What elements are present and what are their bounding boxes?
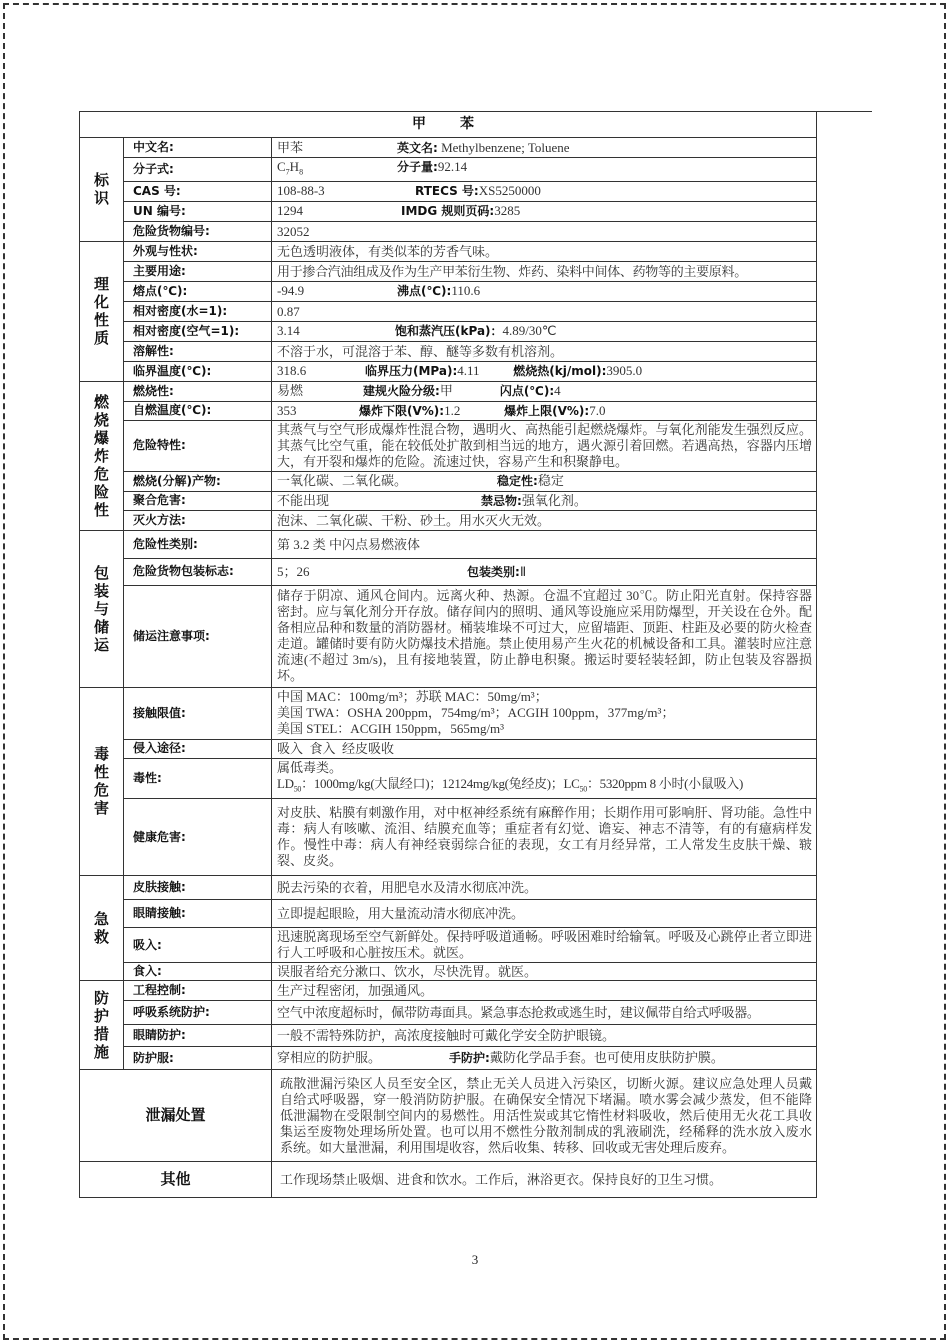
heat-label: 燃烧热(kj/mol): xyxy=(513,364,607,379)
mark-row xyxy=(272,558,817,585)
un-row xyxy=(272,201,817,221)
rtecs-value: XS5250000 xyxy=(478,183,541,199)
rel-density-air-value: 3.14 xyxy=(277,323,300,339)
protective-clothing-label: 防护服: xyxy=(124,1047,272,1070)
route-label: 侵入途径: xyxy=(124,739,272,758)
hazard-class-label: 危险性类别: xyxy=(124,530,272,558)
solubility-value: 不溶于水，可混溶于苯、醇、醚等多数有机溶剂。 xyxy=(272,341,817,361)
formula-value: $C_7H_8$ xyxy=(277,159,304,177)
un-value: 1294 xyxy=(277,203,303,219)
health-hazard-label: 健康危害: xyxy=(124,799,272,876)
vapor-pressure-value: 4.89/30℃ xyxy=(502,323,557,339)
cas-label: CAS 号: xyxy=(124,181,272,201)
spill-label: 泄漏处置 xyxy=(80,1070,272,1162)
mw-value: 92.14 xyxy=(437,159,468,174)
lel-label: 爆炸下限(V%): xyxy=(359,403,445,418)
products-row xyxy=(272,471,817,491)
imdg-value: 3285 xyxy=(494,203,521,219)
exposure-line: 中国 MAC：100mg/m³；苏联 MAC：50mg/m³； xyxy=(277,689,548,705)
inhalation-label: 吸入: xyxy=(124,928,272,963)
dg-number-label: 危险货物编号: xyxy=(124,221,272,241)
boiling-point-value: 110.6 xyxy=(451,283,481,299)
mp-row xyxy=(272,281,817,301)
fire-class-label: 建规火险分级: xyxy=(363,384,440,399)
incompatible-label: 禁忌物: xyxy=(481,493,522,508)
stability-value: 稳定 xyxy=(537,473,564,489)
rd-air-row xyxy=(272,321,817,341)
flammability-row xyxy=(272,381,817,401)
formula-label: 分子式: xyxy=(124,158,272,182)
cn-name-row xyxy=(272,138,817,158)
toxicity-label: 毒性: xyxy=(124,758,272,799)
eye-contact-value: 立即提起眼睑，用大量流动清水彻底冲洗。 xyxy=(272,900,817,928)
cas-row xyxy=(272,181,817,201)
document-title: 甲 苯 xyxy=(80,112,817,138)
hazard-label: 危险特性: xyxy=(124,420,272,471)
flash-point-label: 闪点(℃): xyxy=(499,384,555,399)
solubility-label: 溶解性: xyxy=(124,341,272,361)
cas-value: 108-88-3 xyxy=(277,183,325,199)
fire-class-value: 甲 xyxy=(439,383,453,399)
clothing-row xyxy=(272,1047,817,1070)
toxicity-value xyxy=(272,758,817,799)
critical-row xyxy=(272,361,817,381)
category-char: 标 xyxy=(93,171,109,190)
dg-number-value: 32052 xyxy=(272,221,817,241)
critical-pressure-value: 4.11 xyxy=(457,363,480,379)
category-toxicity: 毒 性 危 害 xyxy=(80,687,124,876)
cn-name-label: 中文名: xyxy=(124,138,272,158)
autoignition-label: 自燃温度(℃): xyxy=(124,401,272,420)
category-protection: 防 护 措 施 xyxy=(80,981,124,1070)
uel-value: 7.0 xyxy=(589,402,606,418)
un-label: UN 编号: xyxy=(124,201,272,221)
combustion-products-value: 一氧化碳、二氧化碳。 xyxy=(277,473,408,489)
extinguish-value: 泡沫、二氧化碳、干粉、砂土。用水灭火无效。 xyxy=(272,510,817,530)
header-rule xyxy=(815,111,872,112)
toxicity-class: 属低毒类。 xyxy=(277,759,343,775)
rel-density-water-value: 0.87 xyxy=(272,301,817,321)
respiratory-value: 空气中浓度超标时，佩带防毒面具。紧急事态抢救或逃生时，建议佩带自给式呼吸器。 xyxy=(272,1001,817,1025)
package-mark-label: 危险货物包装标志: xyxy=(124,558,272,585)
polymerization-label: 聚合危害: xyxy=(124,491,272,510)
category-packaging: 包 装 与 储 运 xyxy=(80,530,124,687)
other-label: 其他 xyxy=(80,1162,272,1198)
hazard-class-value: 第 3.2 类 中闪点易燃液体 xyxy=(272,530,817,558)
lel-value: 1.2 xyxy=(444,402,461,418)
use-value: 用于掺合汽油组成及作为生产甲苯衍生物、炸药、染料中间体、药物等的主要原料。 xyxy=(272,261,817,281)
polymerization-value: 不能出现 xyxy=(277,492,330,508)
health-hazard-value: 对皮肤、粘膜有刺激作用，对中枢神经系统有麻醉作用；长期作用可影响肝、肾功能。急性中毒：病人有咳嗽、流泪、结膜充血等；重症者有幻觉、谵妄、神志不清等，有的有癔病样发作。慢性中毒：病人有神经衰弱综合征的表现，女工有月经异常，工人常发生皮肤干燥、皲裂、皮炎。 xyxy=(272,799,817,876)
other-value: 工作现场禁止吸烟、进食和饮水。工作后，淋浴更衣。保持良好的卫生习惯。 xyxy=(272,1162,817,1198)
eye-protection-label: 眼睛防护: xyxy=(124,1025,272,1047)
package-mark-value: 5；26 xyxy=(277,563,310,579)
engineering-control-label: 工程控制: xyxy=(124,981,272,1001)
en-name-value: Methylbenzene; Toluene xyxy=(441,139,570,155)
skin-contact-label: 皮肤接触: xyxy=(124,876,272,900)
autoignition-row xyxy=(272,401,817,420)
pack-group-label: 包装类别: xyxy=(467,564,520,579)
page-number: 3 xyxy=(471,1252,479,1267)
incompatible-value: 强氧化剂。 xyxy=(521,492,587,508)
critical-pressure-label: 临界压力(MPa): xyxy=(365,364,458,379)
respiratory-label: 呼吸系统防护: xyxy=(124,1001,272,1025)
hand-protection-label: 手防护: xyxy=(449,1051,490,1066)
rel-density-air-label: 相对密度(空气=1): xyxy=(124,321,272,341)
flammability-value: 易燃 xyxy=(277,383,304,399)
route-value: 吸入 食入 经皮吸收 xyxy=(272,739,817,758)
ingestion-value: 误服者给充分漱口、饮水，尽快洗胃。就医。 xyxy=(272,963,817,981)
inhalation-value: 迅速脱离现场至空气新鲜处。保持呼吸道通畅。呼吸困难时给输氧。呼吸及心跳停止者立即进行人工呼吸和心脏按压术。就医。 xyxy=(272,928,817,963)
imdg-label: IMDG 规则页码: xyxy=(401,204,495,219)
eye-contact-label: 眼睛接触: xyxy=(124,900,272,928)
exposure-limit-label: 接触限值: xyxy=(124,687,272,739)
formula-row xyxy=(272,158,817,182)
ingestion-label: 食入: xyxy=(124,963,272,981)
heat-value: 3905.0 xyxy=(606,363,643,379)
pack-group-value: Ⅱ xyxy=(519,563,527,579)
hazard-value: 其蒸气与空气形成爆炸性混合物，遇明火、高热能引起燃烧爆炸。与氧化剂能发生强烈反应。其蒸气比空气重，能在较低处扩散到相当远的地方，遇火源引着回燃。若遇高热，容器内压增大，有开裂和爆炸的危险。流速过快，容易产生和积聚静电。 xyxy=(272,420,817,471)
use-label: 主要用途: xyxy=(124,261,272,281)
flash-point-value: 4 xyxy=(554,383,561,399)
hand-protection-value: 戴防化学品手套。也可使用皮肤防护膜。 xyxy=(489,1050,724,1066)
eye-protection-value: 一般不需特殊防护，高浓度接触时可戴化学安全防护眼镜。 xyxy=(272,1025,817,1047)
spill-value: 疏散泄漏污染区人员至安全区，禁止无关人员进入污染区，切断火源。建议应急处理人员戴自给式呼吸器，穿一般消防防护服。在确保安全情况下堵漏。喷水雾会减少蒸发，但不能降低泄漏物在受限制空间内的易燃性。用活性炭或其它惰性材料吸收，然后使用无火花工具收集运至废物处理场所处置。也可以用不燃性分散剂制成的乳液刷洗，经稀释的洗水放入废水系统。如大量泄漏，利用围堤收容，然后收集、转移、回收或无害处理后废弃。 xyxy=(272,1070,817,1162)
melting-point-value: -94.9 xyxy=(277,283,305,299)
ld-lc-values: $LD_{50}$：1000mg/kg(大鼠经口)；12124mg/kg(兔经皮)；$LC_{50}$：5320ppm 8 小时(小鼠吸入) xyxy=(277,775,744,794)
exposure-line: 美国 STEL：ACGIH 150ppm，565mg/m³ xyxy=(277,721,505,737)
skin-contact-value: 脱去污染的衣着，用肥皂水及清水彻底冲洗。 xyxy=(272,876,817,900)
combustion-products-label: 燃烧(分解)产物: xyxy=(124,471,272,491)
mw-label: 分子量: xyxy=(397,160,438,174)
storage-value: 储存于阴凉、通风仓间内。远离火种、热源。仓温不宜超过 30℃。防止阳光直射。保持容器密封。应与氧化剂分开存放。储存间内的照明、通风等设施应采用防爆型，开关设在仓外。配备相应品种和数量的消防器材。桶装堆垛不可过大，应留墙距、顶距、柱距及必要的防火检查走道。罐储时要有防火防爆技术措施。禁止使用易产生火花的机械设备和工具。灌装时应注意流速(不超过 3m/s)，且有接地装置，防止静电积聚。搬运时要轻装轻卸，防止包装及容器损坏。 xyxy=(272,585,817,687)
category-identification xyxy=(80,138,124,242)
polymer-row xyxy=(272,491,817,510)
critical-temp-value: 318.6 xyxy=(277,363,307,379)
category-fire: 燃 烧 爆 炸 危 险 性 xyxy=(80,381,124,530)
category-first-aid: 急 救 xyxy=(80,876,124,981)
en-name-label: 英文名: xyxy=(397,140,438,155)
vapor-pressure-label: 饱和蒸汽压(kPa)： xyxy=(395,324,503,339)
exposure-limit-value xyxy=(272,687,817,739)
extinguish-label: 灭火方法: xyxy=(124,510,272,530)
rtecs-label: RTECS 号: xyxy=(415,184,479,199)
msds-table xyxy=(79,111,817,1198)
rel-density-water-label: 相对密度(水=1): xyxy=(124,301,272,321)
exposure-line: 美国 TWA：OSHA 200ppm，754mg/m³；ACGIH 100ppm，377mg/m³； xyxy=(277,705,675,721)
stability-label: 稳定性: xyxy=(497,474,538,489)
appearance-value: 无色透明液体，有类似苯的芳香气味。 xyxy=(272,241,817,261)
boiling-point-label: 沸点(℃): xyxy=(397,284,452,299)
uel-label: 爆炸上限(V%): xyxy=(504,403,590,418)
flammability-label: 燃烧性: xyxy=(124,381,272,401)
protective-clothing-value: 穿相应的防护服。 xyxy=(277,1050,382,1066)
appearance-label: 外观与性状: xyxy=(124,241,272,261)
critical-temp-label: 临界温度(℃): xyxy=(124,361,272,381)
category-physchem: 理 化 性 质 xyxy=(80,241,124,381)
engineering-control-value: 生产过程密闭，加强通风。 xyxy=(272,981,817,1001)
melting-point-label: 熔点(℃): xyxy=(124,281,272,301)
cn-name-value: 甲苯 xyxy=(277,139,304,155)
category-char: 识 xyxy=(93,189,109,208)
autoignition-value: 353 xyxy=(277,402,297,418)
storage-label: 储运注意事项: xyxy=(124,585,272,687)
